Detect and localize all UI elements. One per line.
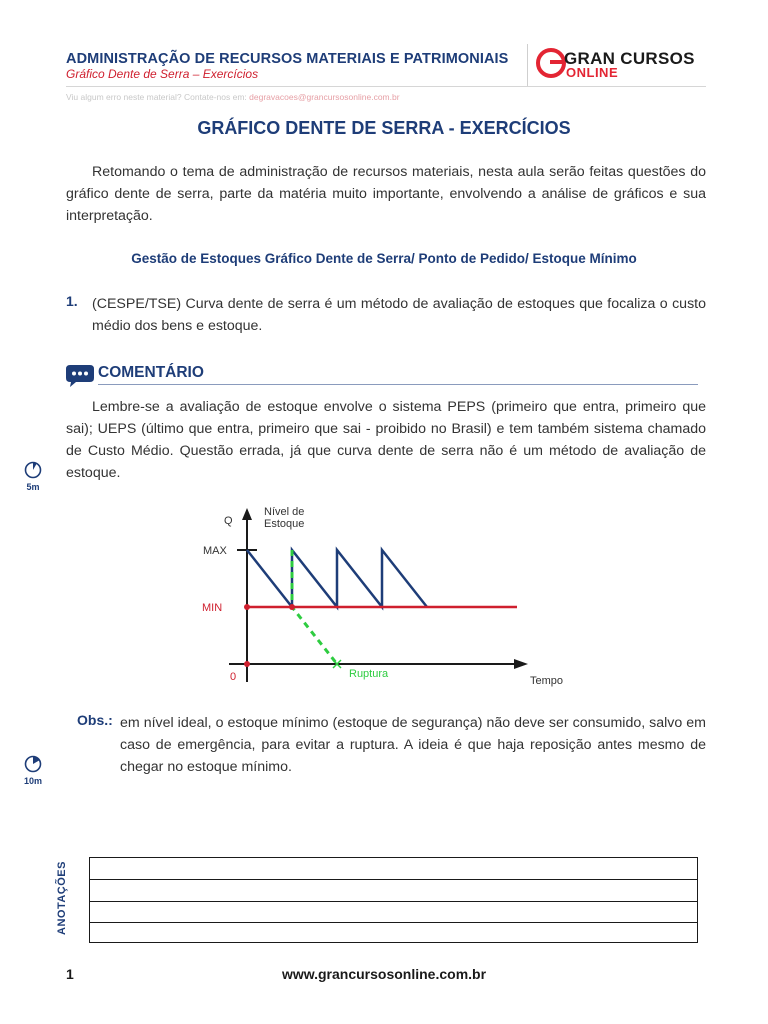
question-number: 1. [66,293,78,309]
footer-url-link[interactable]: www.grancursosonline.com.br [281,966,487,982]
obs-label: Obs.: [77,712,113,728]
y-axis-title-line2: Estoque [264,518,305,530]
obs-text: em nível ideal, o estoque mínimo (estoque de segurança) não deve ser consumido, salvo em caso de emergência, para evitar a ruptura. A ideia é que haja reposição antes mesmo de chegar no estoque mínimo. [120,715,706,775]
tick-label-max: MAX [203,545,227,557]
y-axis-title-line1: Nível de [264,506,305,518]
header-rule [66,86,706,87]
min-point [244,604,250,610]
contact-email-link[interactable]: degravacoes@grancursosonline.com.br [249,92,400,102]
tick-label-zero: 0 [230,671,237,683]
notes-line [90,879,697,880]
ruptura-label: Ruptura [349,668,389,680]
chart-axes [229,508,528,682]
notes-box[interactable] [89,857,698,943]
sawtooth-chart [190,498,580,698]
timer-label-5m: 5m [26,482,40,492]
logo-text-line1: GRAN CURSOS [564,49,695,68]
contact-text: Viu algum erro neste material? Contate-nos em: [66,92,250,102]
header-divider [527,44,528,86]
timer-icon-5m [24,461,42,479]
logo-g-bar [550,60,562,64]
comment-text: Lembre-se a avaliação de estoque envolve o sistema PEPS (primeiro que entra, primeiro que sai); UEPS (último que entra, primeiro que sai - proibido no Brasil) e tem também sistema chamado de Custo Médio. Questão errada, já que curva dente de serra não é um método de avaliação de estoque. [66,399,706,481]
section-heading: Gestão de Estoques Gráfico Dente de Serra/ Ponto de Pedido/ Estoque Mínimo [131,251,637,266]
chart-series [244,550,517,668]
notes-line [90,901,697,902]
page-title: GRÁFICO DENTE DE SERRA - EXERCÍCIOS [197,118,571,138]
comment-rule [98,384,698,385]
y-axis-arrow [242,508,252,520]
timer-label-10m: 10m [23,776,42,786]
header-subtitle: Gráfico Dente de Serra – Exercícios [66,67,259,81]
intro-paragraph: Retomando o tema de administração de recursos materiais, nesta aula serão feitas questões do gráfico dente de serra, parte da matéria muito importante, envolvendo a análise de gráficos e sua interpretação. [66,164,706,224]
series-line-0 [247,550,427,607]
notes-line [90,922,697,923]
question-text: (CESPE/TSE) Curva dente de serra é um método de avaliação de estoques que focaliza o custo médio dos bens e estoque. [92,296,706,334]
brand-logo [536,46,708,84]
comment-title: COMENTÁRIO [98,364,204,381]
x-axis-label: Tempo [530,675,564,687]
notes-label: ANOTAÇÕES [56,861,68,935]
x-axis-arrow [514,659,528,669]
tick-label-min: MIN [202,602,223,614]
logo-text-line2: ONLINE [566,65,619,80]
reorder-point [289,604,295,610]
speech-bubble-icon [66,365,94,387]
timer-icon-10m [24,755,42,773]
header-contact [66,92,400,102]
origin-point [244,661,250,667]
page-number: 1 [66,966,74,982]
header-title: ADMINISTRAÇÃO DE RECURSOS MATERIAIS E PATRIMONIAIS [66,51,509,67]
y-axis-label: Q [224,515,233,527]
